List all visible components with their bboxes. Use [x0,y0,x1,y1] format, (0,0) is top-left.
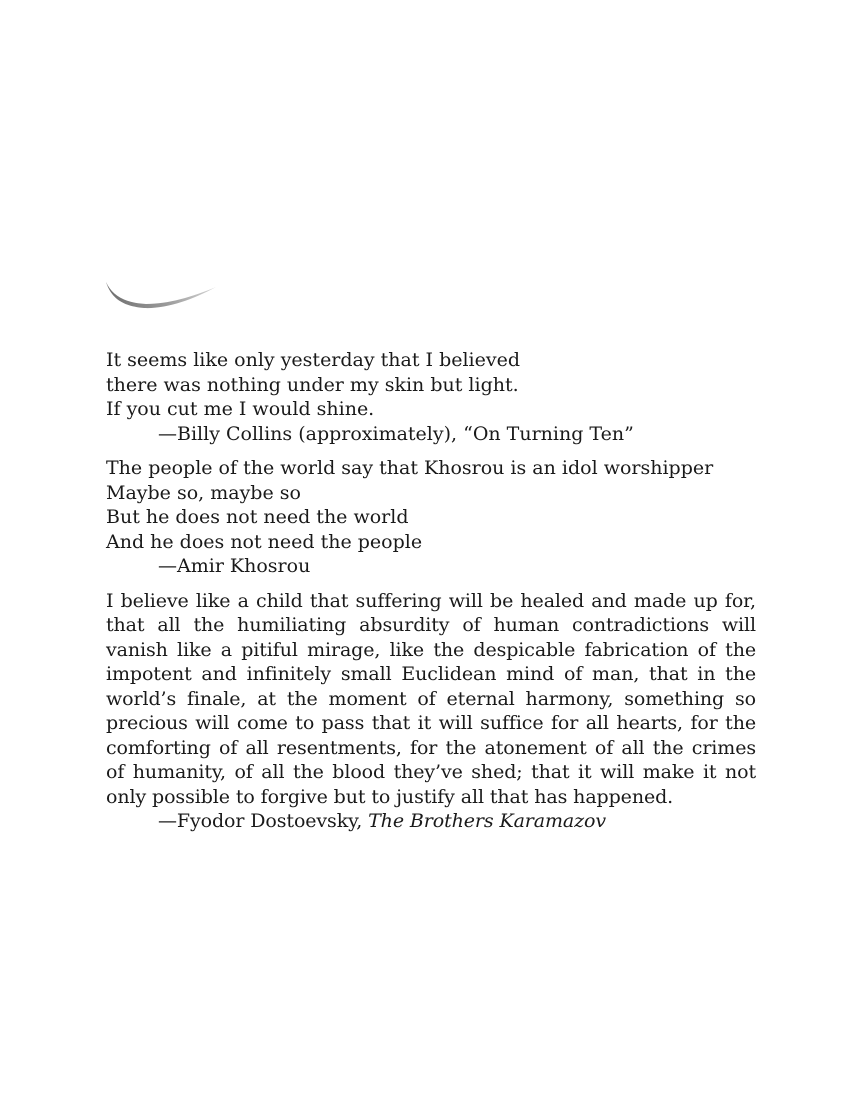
verse-line: And he does not need the people [106,530,423,553]
verse-line: If you cut me I would shine. [106,398,375,420]
attribution-dostoevsky [106,809,756,834]
epigraph-dostoevsky [106,589,756,834]
attribution-author: —Fyodor Dostoevsky, [158,810,369,832]
epigraph-collins [106,348,756,446]
attribution-khosrou: —Amir Khosrou [158,555,311,577]
verse-line: It seems like only yesterday that I believed [106,349,521,371]
attribution-collins: —Billy Collins (approximately), “On Turning Ten” [158,422,634,445]
prose-quote: I believe like a child that suffering will be healed and made up for, that all the humiliating absurdity of human contradictions will vanish like a pitiful mirage, like the despicable fabrication of the impotent and infinitely small Euclidean mind of man, that in the world’s finale, at the moment of eternal harmony, something so precious will come to pass that it will suffice for all hearts, for the comforting of all resentments, for the atonement of all the crimes of humanity, of all the blood they’ve shed; that it will make it not only possible to forgive but to justify all that has happened. [106,589,756,808]
swoosh-ornament [104,280,218,314]
epigraph-page [106,348,756,844]
epigraph-khosrou [106,456,756,579]
verse-line: there was nothing under my skin but light. [106,373,519,396]
verse-line: But he does not need the world [106,506,409,528]
verse-line: Maybe so, maybe so [106,481,301,504]
verse-line: The people of the world say that Khosrou is an idol worshipper [106,457,714,479]
work-title: The Brothers Karamazov [368,810,607,832]
